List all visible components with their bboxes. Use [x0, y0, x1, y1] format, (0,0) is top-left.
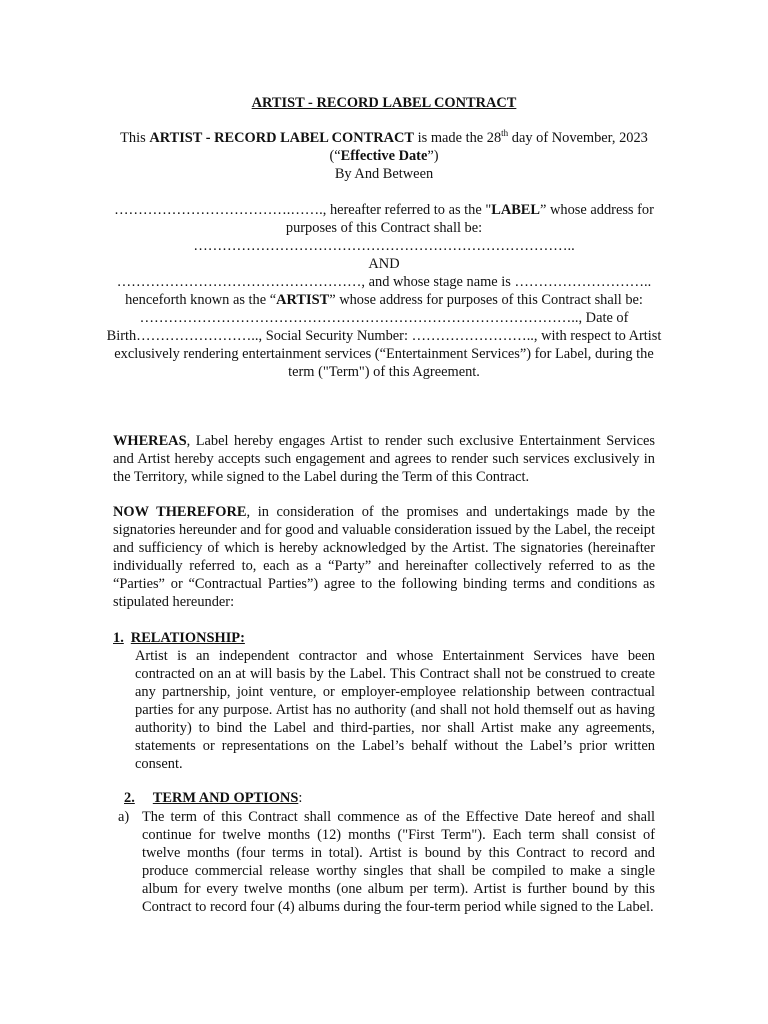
now-therefore-text: , in consideration of the promises and undertakings made by the signatories hereunder and for good and valuable consideration issued by the Label, the receipt and sufficiency of which is hereby acknowledged by the Artist. The signatories (hereinafter individually referred to, each as a “Party” and hereinafter collectively referred to as the “Parties” or “Contractual Parties”) agree to the following binding terms and conditions as stipulated hereunder: [113, 504, 655, 610]
section-2-heading [124, 789, 302, 807]
intro-ordinal-suffix: th [501, 128, 509, 139]
label-party-text-2: ” whose address for purposes of this Contract shall be: …………………………………………………………………….. [193, 202, 654, 254]
intro-contract-name: ARTIST - RECORD LABEL CONTRACT [149, 130, 415, 146]
intro-effective-date: Effective Date [340, 148, 428, 164]
intro-block [104, 129, 664, 183]
section-1-title: RELATIONSHIP: [130, 630, 245, 646]
and-separator: AND [368, 256, 400, 272]
intro-text-2: is made the 28 [414, 130, 502, 146]
section-1-number: 1. [113, 630, 124, 646]
whereas-lead: WHEREAS [113, 433, 187, 449]
label-party-text-1: ……………………………….……., hereafter referred to as the " [114, 202, 492, 218]
contract-title: ARTIST - RECORD LABEL CONTRACT [251, 95, 517, 111]
section-2-colon: : [298, 790, 303, 806]
now-therefore-lead: NOW THEREFORE [113, 504, 247, 520]
section-1-heading [113, 629, 245, 647]
now-therefore-paragraph [113, 503, 655, 611]
intro-sentence [104, 129, 664, 165]
item-a-marker: a) [118, 809, 130, 825]
label-party [104, 201, 664, 255]
parties-block [104, 201, 664, 381]
intro-text-4: ”) [427, 148, 439, 164]
section-2-title: TERM AND OPTIONS [152, 790, 299, 806]
whereas-text: , Label hereby engages Artist to render such exclusive Entertainment Services and Artist hereby accepts such engagement and agrees to render such services exclusively in the Territory, while signed to the Label during the Term of this Contract. [113, 433, 655, 485]
intro-between: By And Between [334, 166, 434, 182]
artist-party-text-1: ……………………………………………, and whose stage name is ……………………….. henceforth known as the “ [116, 274, 652, 308]
section-1-body: Artist is an independent contractor and whose Entertainment Services have been contracted on an at will basis by the Label. This Contract shall not be construed to create any partnership, joint venture, or employer-employee relationship between contractual parties for any purpose. Artist has no authority (and shall not hold themself out as having authority) to bind the Label and third-parties, nor shall Artist make any agreements, statements or representations on the Label’s behalf without the Label’s prior written consent. [135, 648, 655, 772]
item-a-text: The term of this Contract shall commence as of the Effective Date hereof and shall continue for twelve months (12) months ("First Term"). Each term shall consist of twelve months (four terms in total). Artist is bound by this Contract to record and produce commercial release worthy singles that shall be compiled to make a single album for every twelve months (one album per term). Artist is further bound by this Contract to record four (4) albums during the four-term period while signed to the Label. [142, 809, 655, 915]
artist-party [104, 273, 664, 381]
intro-text-3: day of November, 2023 (“ [329, 130, 648, 164]
artist-party-text-2: ” whose address for purposes of this Contract shall be: ……………………………………………………………………………….., Date of Birth…………………….., Social Security Number: …………………….., with respect to Artist exclusively rendering entertainment services (“Entertainment Services”) for Label, during the term ("Term") of this Agreement. [106, 292, 662, 380]
whereas-paragraph [113, 432, 655, 486]
section-2-number: 2. [124, 790, 135, 806]
intro-text-1: This [120, 130, 150, 146]
artist-party-name: ARTIST [276, 292, 330, 308]
label-party-name: LABEL [491, 202, 541, 218]
